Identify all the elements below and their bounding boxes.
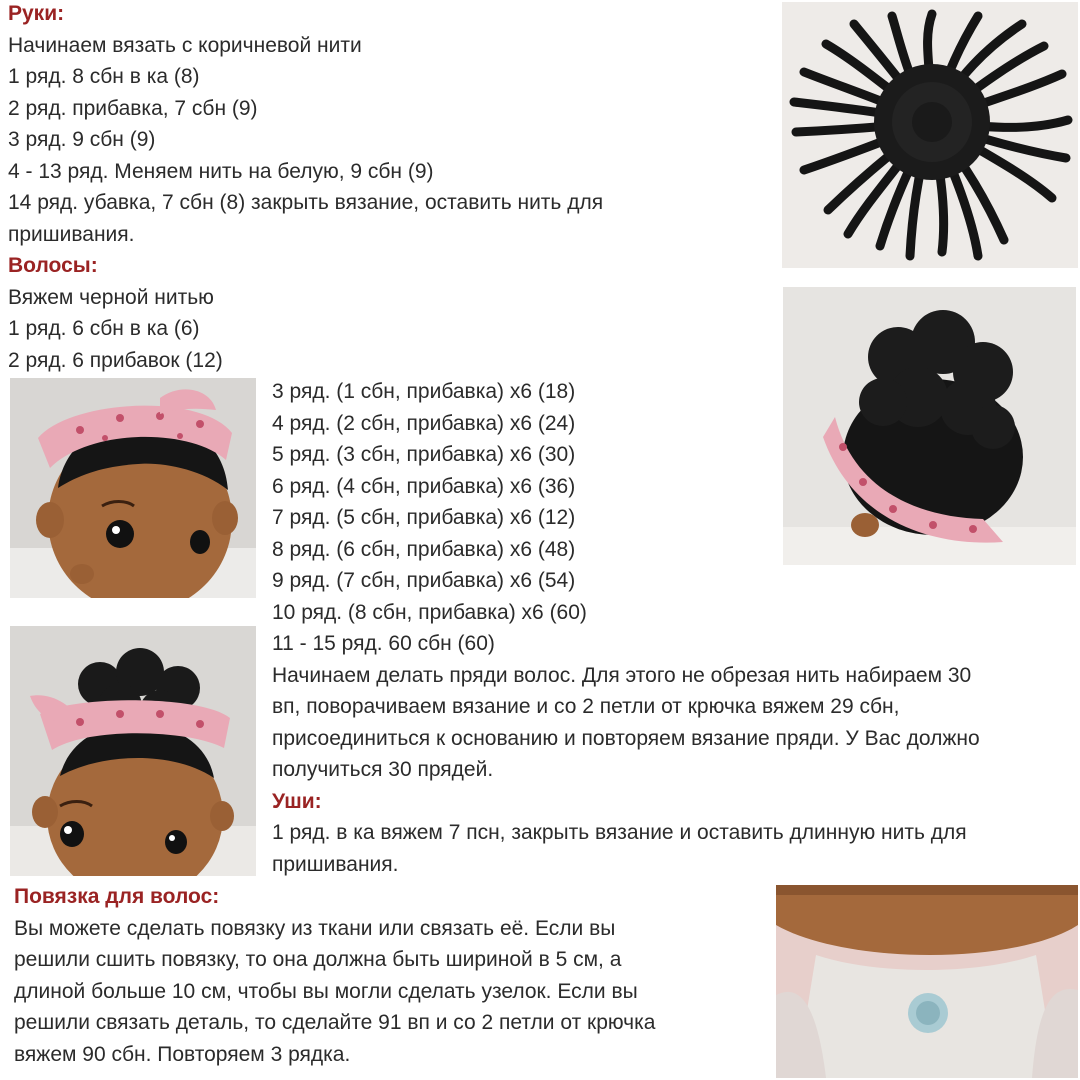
- hair-line: 9 ряд. (7 сбн, прибавка) х6 (54): [272, 569, 576, 592]
- hair-line: 4 ряд. (2 сбн, прибавка) х6 (24): [272, 411, 576, 435]
- arms-line: 1 ряд. 8 сбн в ка (8): [8, 65, 200, 88]
- ears-line: 1 ряд. в ка вяжем 7 псн, закрыть вязание и оставить длинную нить для: [272, 821, 967, 844]
- headband-line: решили связать деталь, то сделайте 91 вп и со 2 петли от крючка: [14, 1011, 656, 1034]
- arms-line: Начинаем вязать с коричневой нити: [8, 33, 362, 57]
- arms-line: 14 ряд. убавка, 7 сбн (8) закрыть вязание, оставить нить для: [8, 191, 604, 214]
- hair-strands-line: Начинаем делать пряди волос. Для этого не обрезая нить набираем 30: [272, 663, 972, 687]
- hair-heading: Волосы:: [8, 254, 98, 277]
- headband-line: вяжем 90 сбн. Повторяем 3 рядка.: [14, 1042, 351, 1066]
- arms-heading: Руки:: [8, 2, 65, 25]
- hair-line: 6 ряд. (4 сбн, прибавка) х6 (36): [272, 474, 576, 498]
- hair-line: 8 ряд. (6 сбн, прибавка) х6 (48): [272, 537, 576, 561]
- headband-line: Вы можете сделать повязку из ткани или связать её. Если вы: [14, 916, 616, 940]
- doll-body-photo: [776, 885, 1078, 1078]
- headband-line: решили сшить повязку, то она должна быть шириной в 5 см, а: [14, 948, 622, 971]
- hair-line: 1 ряд. 6 сбн в ка (6): [8, 317, 200, 340]
- arms-line: 2 ряд. прибавка, 7 сбн (9): [8, 96, 258, 120]
- arms-line: 3 ряд. 9 сбн (9): [8, 128, 156, 151]
- arms-line: 4 - 13 ряд. Меняем нить на белую, 9 сбн (9): [8, 159, 434, 183]
- ears-heading: Уши:: [272, 789, 322, 813]
- hair-line: 3 ряд. (1 сбн, прибавка) х6 (18): [272, 380, 576, 403]
- doll-bow-photo: [10, 626, 256, 876]
- hair-strands-line: вп, поворачиваем вязание и со 2 петли от крючка вяжем 29 сбн,: [272, 695, 900, 718]
- hair-line: Вяжем черной нитью: [8, 285, 214, 309]
- hair-line: 7 ряд. (5 сбн, прибавка) х6 (12): [272, 506, 576, 529]
- ears-line: пришивания.: [272, 852, 399, 876]
- hair-cap-photo: [782, 2, 1078, 268]
- hair-strands-line: получиться 30 прядей.: [272, 758, 494, 781]
- hair-line: 5 ряд. (3 сбн, прибавка) х6 (30): [272, 443, 576, 466]
- hair-line: 10 ряд. (8 сбн, прибавка) х6 (60): [272, 600, 587, 624]
- doll-front-photo: [10, 378, 256, 598]
- hair-line: 11 - 15 ряд. 60 сбн (60): [272, 632, 495, 655]
- headband-heading: Повязка для волос:: [14, 885, 220, 908]
- arms-line: пришивания.: [8, 222, 135, 246]
- doll-back-photo: [783, 287, 1076, 565]
- hair-strands-line: присоединиться к основанию и повторяем вязание пряди. У Вас должно: [272, 726, 980, 750]
- headband-line: длиной больше 10 см, чтобы вы могли сделать узелок. Если вы: [14, 979, 638, 1003]
- hair-line: 2 ряд. 6 прибавок (12): [8, 348, 223, 372]
